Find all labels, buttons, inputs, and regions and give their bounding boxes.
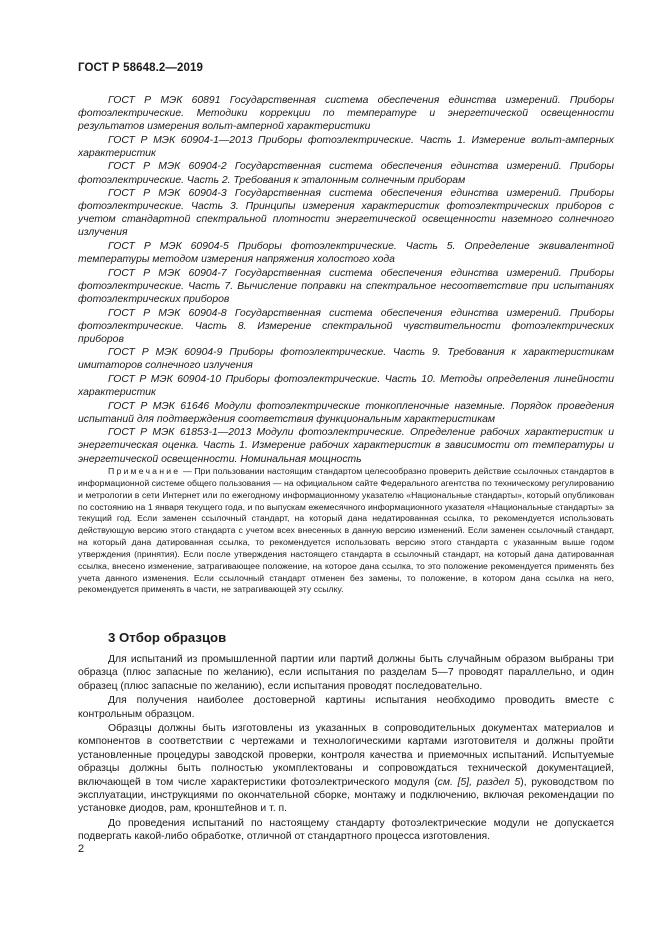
section-body — [78, 653, 614, 845]
reference-item: ГОСТ Р МЭК 60904-3 Государственная система обеспечения единства измерений. Приборы фотоэлектрические. Часть 3. Принципы измерения характеристик фотоэлектрических приборов с учетом стандартной спектральной плотности энергетической освещенности наземного солнечного излучения — [78, 188, 614, 239]
reference-item: ГОСТ Р МЭК 60904-1—2013 Приборы фотоэлектрические. Часть 1. Измерение вольт-амперных характеристик — [78, 134, 614, 159]
body-paragraph: Для испытаний из промышленной партии или партий должны быть случайным образом выбраны три образца (плюс запасные по желанию), если испытания по разделам 5—7 проводят параллельно, и один образец (плюс запасные по желанию), если испытания проводят последовательно. — [78, 654, 614, 692]
reference-item: ГОСТ Р МЭК 60904-8 Государственная система обеспечения единства измерений. Приборы фотоэлектрические. Часть 8. Измерение спектральной чувствительности фотоэлектрических приборов — [78, 307, 614, 345]
reference-item: ГОСТ Р МЭК 61646 Модули фотоэлектрические тонкопленочные наземные. Порядок проведения испытаний для подтверждения соответствия функциональным характеристикам — [78, 400, 614, 425]
bibliography-reference: см. [5], раздел 5 — [437, 776, 521, 788]
reference-item: ГОСТ Р МЭК 60904-9 Приборы фотоэлектрические. Часть 9. Требования к характеристикам имитаторов солнечного излучения — [78, 347, 614, 372]
section-heading: 3 Отбор образцов — [108, 630, 227, 645]
note-block — [78, 466, 614, 596]
paragraph-text: ), руководством по эксплуатации, инструкциями по окончательной сборке, монтажу и подключению, включая рекомендации по установке диодов, рам, кронштейнов и т. п. — [78, 776, 614, 815]
reference-item: ГОСТ Р МЭК 60904-7 Государственная система обеспечения единства измерений. Приборы фотоэлектрические. Часть 7. Вычисление поправки на спектральное несоответствие при испытаниях фотоэлектрических приборов — [78, 267, 614, 305]
body-paragraph: Для получения наиболее достоверной картины испытания необходимо проводить вместе с контрольным образцом. — [78, 695, 614, 720]
note-text: — При пользовании настоящим стандартом целесообразно проверить действие ссылочных стандартов в информационной системе общего пользования — на официальном сайте Федерального агентства по техническому регулированию и метрологии в сети Интернет или по ежегодному информационному указателю «Национальные стандарты», который опубликован по состоянию на 1 января текущего года, и по выпускам ежемесячного информационного указателя «Национальные стандарты» за текущий год. Если заменен ссылочный стандарт, на который дана недатированная ссылка, то рекомендуется использовать действующую версию этого стандарта с учетом всех внесенных в данную версию изменений. Если заменен ссылочный стандарт, на который дана датированная ссылка, то рекомендуется использовать версию этого стандарта с указанным выше годом утверждения (принятия). Если после утверждения настоящего стандарта в ссылочный стандарт, на который дана датированная ссылка, внесено изменение, затрагивающее положение, на которое дана ссылка, то это положение рекомендуется применять без учета данного изменения. Если ссылочный стандарт отменен без замены, то положение, в котором дана ссылка на него, рекомендуется применять в части, не затрагивающей эту ссылку. — [78, 466, 614, 595]
reference-item: ГОСТ Р МЭК 60904-2 Государственная система обеспечения единства измерений. Приборы фотоэлектрические. Часть 2. Требования к эталонным солнечным приборам — [78, 161, 614, 186]
reference-item: ГОСТ Р МЭК 60891 Государственная система обеспечения единства измерений. Приборы фотоэлектрические. Методики коррекции по температуре и энергетической освещенности результатов измерения вольт-амперной характеристики — [78, 95, 614, 133]
normative-references-list — [78, 94, 614, 466]
paragraph-text: Образцы должны быть изготовлены из указанных в сопроводительных документах материалов и компонентов в соответствии с чертежами и технологическими картами изготовителя и должны пройти установленные процедуры заводской проверки, контроля качества и приемочных испытаний. Испытуемые образцы должны быть полностью укомплектованы и сопровождаться технической документацией, включающей в том числе характеристики фотоэлектрического модуля ( — [78, 723, 614, 788]
document-header: ГОСТ Р 58648.2—2019 — [78, 62, 203, 74]
page-number: 2 — [78, 843, 85, 855]
body-paragraph — [78, 722, 614, 816]
reference-item: ГОСТ Р МЭК 60904-5 Приборы фотоэлектрические. Часть 5. Определение эквивалентной температуры методом измерения напряжения холостого хода — [78, 241, 614, 266]
reference-item: ГОСТ Р МЭК 60904-10 Приборы фотоэлектрические. Часть 10. Методы определения линейности характеристик — [78, 373, 614, 399]
body-paragraph: До проведения испытаний по настоящему стандарту фотоэлектрические модули не допускается подвергать какой-либо обработке, отличной от стандартного процесса изготовления. — [78, 817, 614, 843]
reference-item: ГОСТ Р МЭК 61853-1—2013 Модули фотоэлектрические. Определение рабочих характеристик и энергетическая оценка. Часть 1. Измерение рабочих характеристик в зависимости от температуры и энергетической освещенности. Номинальная мощность — [78, 427, 614, 465]
note-label: Примечание — [108, 466, 181, 476]
